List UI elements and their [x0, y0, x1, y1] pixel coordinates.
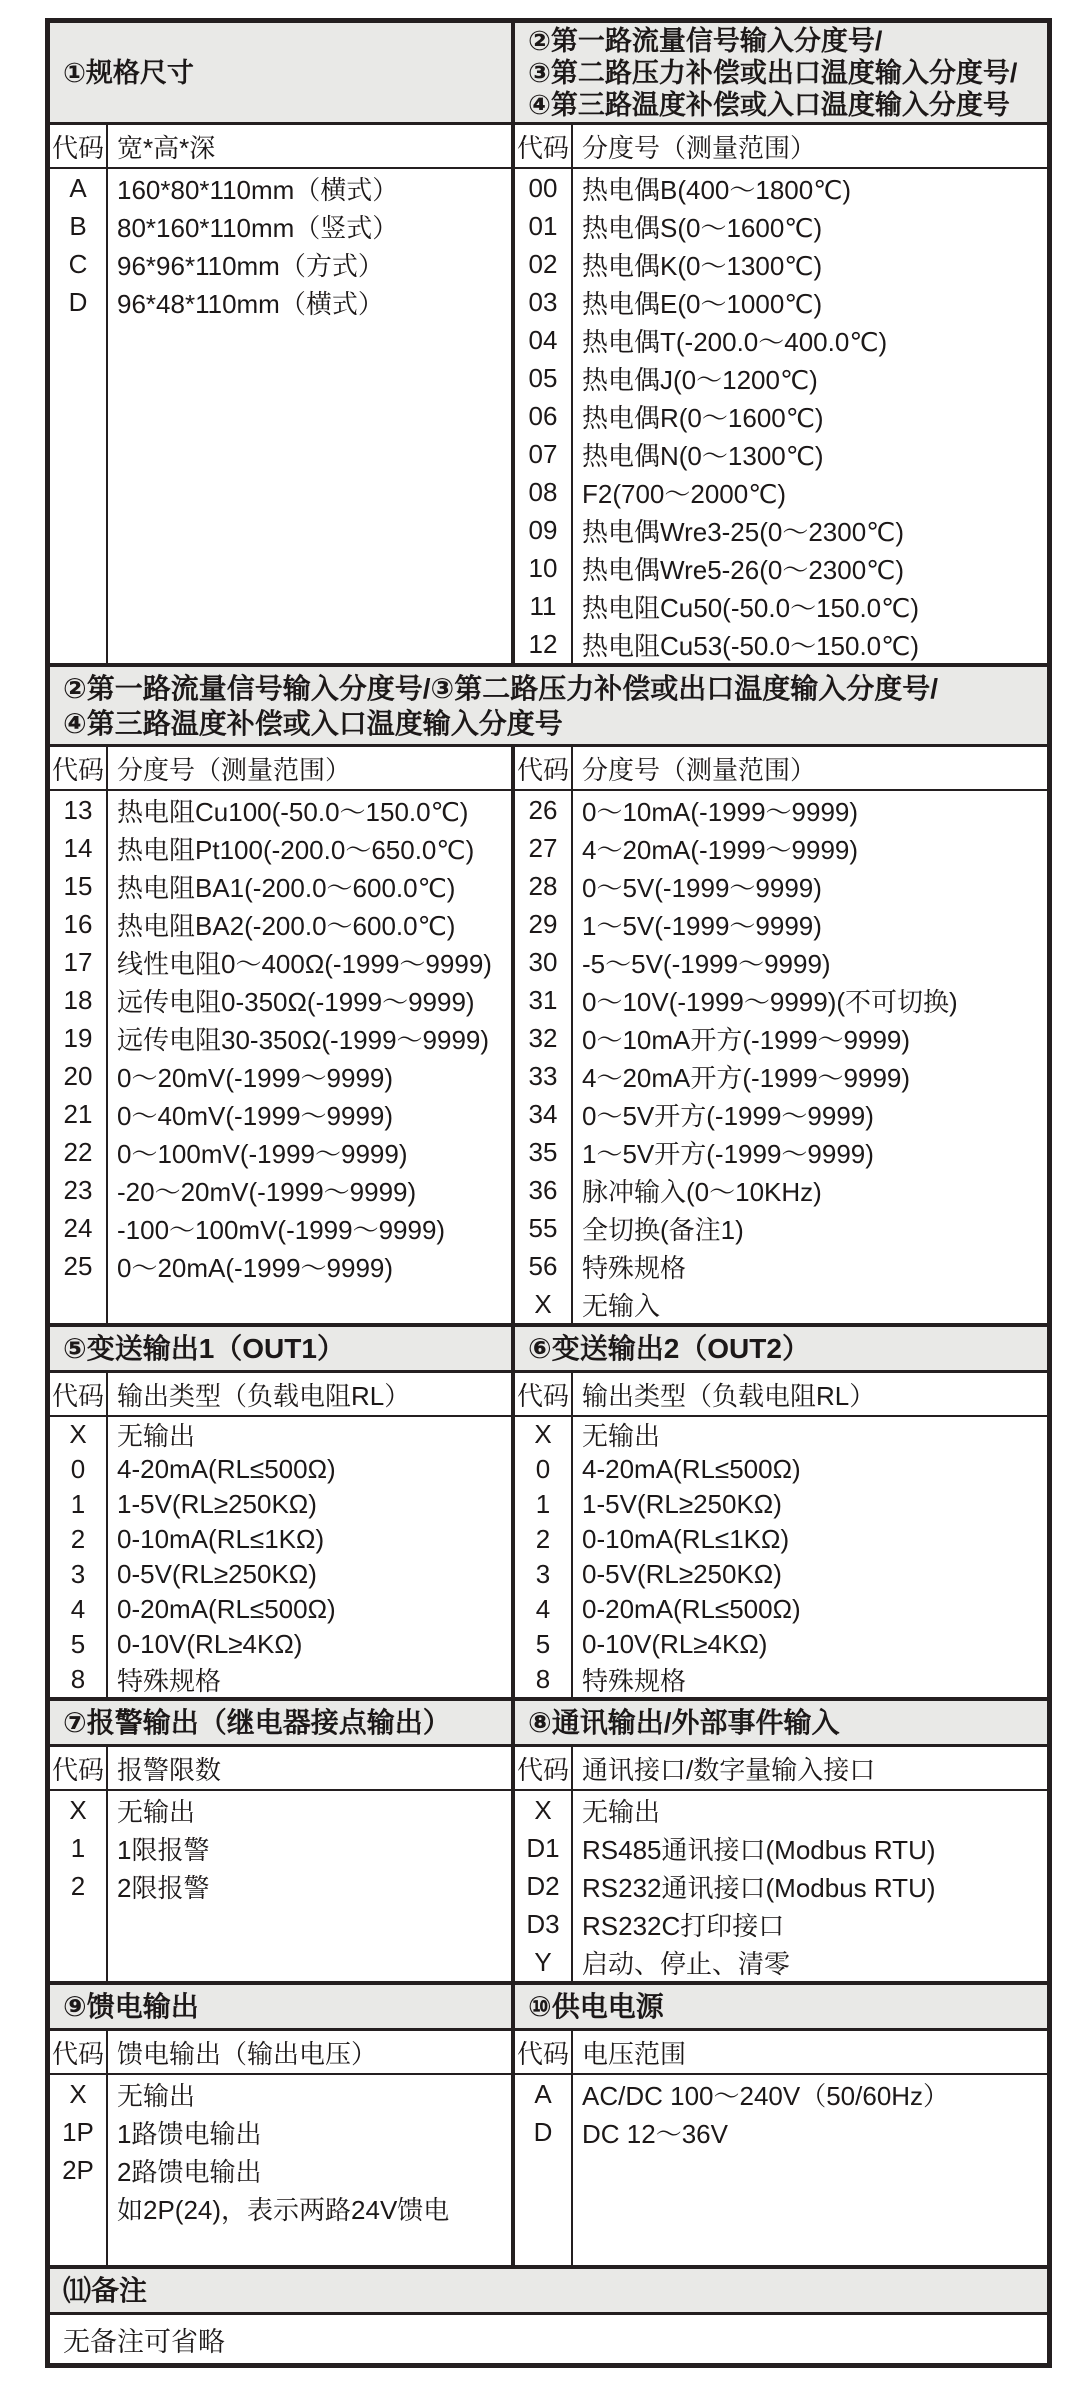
row-description: 1-5V(RL≥250KΩ)	[117, 1489, 317, 1519]
row-description: 远传电阻0-350Ω(-1999～9999)	[117, 986, 475, 1017]
description-column-header: 分度号（测量范围）	[117, 754, 352, 785]
row-code: D1	[526, 1832, 560, 1863]
row-description: DC 12～36V	[582, 2118, 728, 2149]
row-description: RS485通讯接口(Modbus RTU)	[582, 1834, 936, 1865]
code-column-header: 代码	[50, 125, 108, 167]
row-description: 无输出	[117, 2080, 196, 2111]
data-area	[50, 2075, 511, 2265]
row-description: 热电阻Cu100(-50.0～150.0℃)	[117, 796, 469, 827]
code-column	[515, 1417, 573, 1697]
description-column	[108, 1417, 511, 1697]
row-code: C	[68, 248, 88, 279]
row-description: 热电偶N(0～1300℃)	[582, 440, 824, 471]
row-code: 05	[528, 362, 558, 393]
section-band	[515, 1985, 1047, 2031]
section-band	[50, 667, 1047, 747]
row-code: 1P	[62, 2116, 94, 2147]
section-title-line: ②第一路流量信号输入分度号/③第二路压力补偿或出口温度输入分度号/	[63, 672, 938, 704]
column-header-row	[50, 1747, 511, 1791]
row-description: 0-10mA(RL≤1KΩ)	[582, 1524, 790, 1554]
row-code: 35	[528, 1136, 558, 1167]
row-description: 80*160*110mm（竖式）	[117, 212, 399, 243]
row-description: 0-20mA(RL≤500Ω)	[582, 1594, 801, 1624]
row-code: 33	[528, 1060, 558, 1091]
row-code: 19	[63, 1022, 93, 1053]
section-body	[50, 747, 1047, 1323]
row-code: X	[69, 1419, 87, 1449]
row-description: 特殊规格	[582, 1666, 687, 1696]
data-area	[50, 1417, 511, 1697]
description-column	[108, 2075, 511, 2265]
row-description: 0～20mV(-1999～9999)	[117, 1062, 394, 1093]
code-column-header: 代码	[50, 1373, 108, 1415]
section-block-7-8	[50, 1697, 1047, 1981]
row-description: 热电偶J(0～1200℃)	[582, 364, 818, 395]
description-column-header: 输出类型（负载电阻RL）	[117, 1380, 411, 1411]
row-description: 0-10V(RL≥4KΩ)	[582, 1629, 768, 1659]
row-code: 02	[528, 248, 558, 279]
description-column	[108, 791, 511, 1323]
row-description: 热电偶Wre3-25(0～2300℃)	[582, 516, 905, 547]
row-code: X	[69, 2078, 87, 2109]
row-description: 无输出	[582, 1421, 661, 1451]
row-description: -20～20mV(-1999～9999)	[117, 1176, 417, 1207]
section-band	[50, 23, 511, 125]
row-code: Y	[534, 1946, 552, 1977]
row-description: RS232C打印接口	[582, 1910, 785, 1941]
code-column	[515, 1791, 573, 1981]
row-code: D	[533, 2116, 553, 2147]
section-left-panel	[50, 23, 515, 663]
row-code: D3	[526, 1908, 560, 1939]
row-code: 34	[528, 1098, 558, 1129]
row-code: 1	[70, 1832, 86, 1863]
row-code: 00	[528, 172, 558, 203]
section-title-line: ⑥变送输出2（OUT2）	[528, 1332, 810, 1364]
row-code: 07	[528, 438, 558, 469]
row-code: 23	[63, 1174, 93, 1205]
data-area	[50, 169, 511, 663]
column-header-row	[515, 1747, 1047, 1791]
row-code: 2	[535, 1524, 551, 1554]
row-description: 1-5V(RL≥250KΩ)	[582, 1489, 782, 1519]
code-column-header: 代码	[515, 1373, 573, 1415]
row-code: 32	[528, 1022, 558, 1053]
row-code: B	[69, 210, 87, 241]
row-code: 56	[528, 1250, 558, 1281]
row-code: 0	[70, 1454, 86, 1484]
row-code: 16	[63, 908, 93, 939]
row-code: 0	[535, 1454, 551, 1484]
row-code: 8	[535, 1664, 551, 1694]
row-description: 0-10mA(RL≤1KΩ)	[117, 1524, 325, 1554]
row-code: 1	[535, 1489, 551, 1519]
description-column-header: 通讯接口/数字量输入接口	[582, 1754, 876, 1785]
row-code: 17	[63, 946, 93, 977]
row-description: 热电阻BA1(-200.0～600.0℃)	[117, 872, 456, 903]
row-description: 热电偶K(0～1300℃)	[582, 250, 823, 281]
row-code: 21	[63, 1098, 93, 1129]
row-description: 无输出	[582, 1796, 661, 1827]
row-code: 28	[528, 870, 558, 901]
row-description: 0-5V(RL≥250KΩ)	[582, 1559, 782, 1589]
row-description: 0～10mA(-1999～9999)	[582, 796, 859, 827]
row-description: 热电阻Cu50(-50.0～150.0℃)	[582, 592, 919, 623]
row-description: 热电阻Cu53(-50.0～150.0℃)	[582, 630, 919, 661]
description-column	[573, 1417, 1047, 1697]
section-block-11	[50, 2265, 1047, 2363]
section-title-line: ③第二路压力补偿或出口温度输入分度号/	[528, 57, 1018, 88]
code-column	[50, 1791, 108, 1981]
code-column-header: 代码	[50, 747, 108, 789]
row-code: 09	[528, 514, 558, 545]
code-column	[50, 2075, 108, 2265]
section-title-line: ②第一路流量信号输入分度号/	[528, 25, 883, 56]
code-column-header: 代码	[515, 2031, 573, 2073]
row-code: 29	[528, 908, 558, 939]
row-description: 0～10V(-1999～9999)(不可切换)	[582, 986, 958, 1017]
row-description: -5～5V(-1999～9999)	[582, 948, 831, 979]
section-title-line: ⑨馈电输出	[63, 1990, 199, 2022]
row-code: 55	[528, 1212, 558, 1243]
row-description: 启动、停止、清零	[582, 1948, 791, 1979]
section-title-line: ④第三路温度补偿或入口温度输入分度号	[528, 89, 1010, 120]
description-column	[108, 169, 511, 663]
data-area	[515, 2075, 1047, 2265]
row-description: 1～5V(-1999～9999)	[582, 910, 822, 941]
row-description: 无输出	[117, 1796, 196, 1827]
data-area	[50, 1791, 511, 1981]
row-code: X	[69, 1794, 87, 1825]
row-code: X	[534, 1419, 552, 1449]
row-code: 15	[63, 870, 93, 901]
code-column-header: 代码	[50, 1747, 108, 1789]
code-column-header: 代码	[515, 125, 573, 167]
row-code: 13	[63, 794, 93, 825]
row-code: X	[534, 1288, 552, 1319]
row-description: 远传电阻30-350Ω(-1999～9999)	[117, 1024, 490, 1055]
row-description: 热电偶S(0～1600℃)	[582, 212, 823, 243]
row-code: 3	[70, 1559, 86, 1589]
row-description: 0-10V(RL≥4KΩ)	[117, 1629, 303, 1659]
row-description: 0-5V(RL≥250KΩ)	[117, 1559, 317, 1589]
description-column-header: 分度号（测量范围）	[582, 132, 817, 163]
row-description: F2(700～2000℃)	[582, 478, 787, 509]
row-description: 线性电阻0～400Ω(-1999～9999)	[117, 948, 492, 979]
column-header-row	[50, 1373, 511, 1417]
section-left-panel	[50, 747, 515, 1323]
row-description: 无输入	[582, 1290, 661, 1321]
row-code: 2	[70, 1870, 86, 1901]
description-column	[573, 169, 1047, 663]
row-description: 96*48*110mm（横式）	[117, 288, 384, 319]
section-block-2-4	[50, 663, 1047, 1323]
section-band	[50, 1701, 511, 1747]
row-code: 8	[70, 1664, 86, 1694]
row-code: 4	[70, 1594, 86, 1624]
row-description: 160*80*110mm（横式）	[117, 174, 399, 205]
remark-text: 无备注可省略	[63, 2326, 225, 2357]
row-code: 26	[528, 794, 558, 825]
section-right-panel	[515, 1327, 1047, 1697]
row-description: 无输出	[117, 1421, 196, 1451]
row-code: 1	[70, 1489, 86, 1519]
row-code: D2	[526, 1870, 560, 1901]
row-description: 特殊规格	[117, 1666, 222, 1696]
section-title-line: ⑾备注	[63, 2274, 148, 2306]
description-column-header: 宽*高*深	[117, 132, 216, 163]
section-left-panel	[50, 1327, 515, 1697]
row-description: 2路馈电输出	[117, 2156, 262, 2187]
section-title-line: ⑩供电电源	[528, 1990, 664, 2022]
section-block-1	[50, 23, 1047, 663]
description-column-header: 报警限数	[117, 1754, 222, 1785]
data-area	[515, 791, 1047, 1323]
row-description: 1路馈电输出	[117, 2118, 262, 2149]
section-left-panel	[50, 1985, 515, 2265]
row-description: 96*96*110mm（方式）	[117, 250, 384, 281]
section-title-line: ⑧通讯输出/外部事件输入	[528, 1706, 840, 1738]
row-description: AC/DC 100～240V（50/60Hz）	[582, 2080, 950, 2111]
row-description: 特殊规格	[582, 1252, 687, 1283]
description-column	[573, 791, 1047, 1323]
data-area	[50, 791, 511, 1323]
row-description: 如2P(24)，表示两路24V馈电	[117, 2194, 450, 2225]
section-band	[50, 1327, 511, 1373]
model-selection-table	[45, 18, 1052, 2368]
row-description: 热电偶B(400～1800℃)	[582, 174, 852, 205]
description-column	[573, 2075, 1047, 2265]
section-right-panel	[515, 1985, 1047, 2265]
column-header-row	[515, 2031, 1047, 2075]
row-code: 11	[529, 590, 557, 621]
column-header-row	[515, 747, 1047, 791]
row-description: 热电阻BA2(-200.0～600.0℃)	[117, 910, 456, 941]
row-code: 4	[535, 1594, 551, 1624]
row-code: 01	[528, 210, 558, 241]
section-band	[515, 1327, 1047, 1373]
row-description: 热电偶E(0～1000℃)	[582, 288, 823, 319]
section-block-5-6	[50, 1323, 1047, 1697]
row-code: 20	[63, 1060, 93, 1091]
section-left-panel	[50, 1701, 515, 1981]
row-code: 36	[528, 1174, 558, 1205]
row-description: 4-20mA(RL≤500Ω)	[117, 1454, 336, 1484]
section-title-line: ⑦报警输出（继电器接点输出）	[63, 1706, 451, 1738]
description-column-header: 输出类型（负载电阻RL）	[582, 1380, 876, 1411]
code-column-header: 代码	[515, 747, 573, 789]
row-description: 全切换(备注1)	[582, 1214, 744, 1245]
row-code: 5	[535, 1629, 551, 1659]
row-code: 03	[528, 286, 558, 317]
description-column-header: 电压范围	[582, 2038, 687, 2069]
row-code: 08	[528, 476, 558, 507]
column-header-row	[50, 747, 511, 791]
row-description: 1限报警	[117, 1834, 210, 1865]
row-code: 12	[528, 628, 558, 659]
row-description: 0～40mV(-1999～9999)	[117, 1100, 394, 1131]
row-description: 4-20mA(RL≤500Ω)	[582, 1454, 801, 1484]
row-code: 31	[528, 984, 558, 1015]
section-band	[50, 2269, 1047, 2315]
row-code	[50, 2189, 106, 2227]
code-column-header: 代码	[50, 2031, 108, 2073]
description-column	[573, 1791, 1047, 1981]
section-title-line: ⑤变送输出1（OUT1）	[63, 1332, 345, 1364]
code-column	[515, 791, 573, 1323]
row-description: 热电偶Wre5-26(0～2300℃)	[582, 554, 905, 585]
description-column-header: 分度号（测量范围）	[582, 754, 817, 785]
code-column	[50, 1417, 108, 1697]
row-description: 2限报警	[117, 1872, 210, 1903]
row-code: 24	[63, 1212, 93, 1243]
row-code: 10	[528, 552, 558, 583]
section-block-9-10	[50, 1981, 1047, 2265]
column-header-row	[515, 1373, 1047, 1417]
row-code: 04	[528, 324, 558, 355]
row-description: 0～20mA(-1999～9999)	[117, 1252, 394, 1283]
row-description: 0～5V(-1999～9999)	[582, 872, 822, 903]
row-description: RS232通讯接口(Modbus RTU)	[582, 1872, 936, 1903]
row-code: 2P	[62, 2154, 94, 2185]
row-description: 1～5V开方(-1999～9999)	[582, 1138, 874, 1169]
column-header-row	[50, 2031, 511, 2075]
row-code: 2	[70, 1524, 86, 1554]
row-description: 热电阻Pt100(-200.0～650.0℃)	[117, 834, 475, 865]
section-title-line: ①规格尺寸	[63, 57, 194, 88]
row-description: 4～20mA(-1999～9999)	[582, 834, 859, 865]
code-column	[515, 2075, 573, 2265]
section-band	[515, 1701, 1047, 1747]
section-right-panel	[515, 1701, 1047, 1981]
row-code: 22	[63, 1136, 93, 1167]
column-header-row	[515, 125, 1047, 169]
row-code: 14	[63, 832, 93, 863]
row-description: 0-20mA(RL≤500Ω)	[117, 1594, 336, 1624]
row-code: 5	[70, 1629, 86, 1659]
code-column-header: 代码	[515, 1747, 573, 1789]
code-column	[515, 169, 573, 663]
row-description: 脉冲输入(0～10KHz)	[582, 1176, 822, 1207]
row-description: 0～100mV(-1999～9999)	[117, 1138, 408, 1169]
section-band	[50, 1985, 511, 2031]
row-description: 0～10mA开方(-1999～9999)	[582, 1024, 911, 1055]
row-description: -100～100mV(-1999～9999)	[117, 1214, 446, 1245]
row-description: 0～5V开方(-1999～9999)	[582, 1100, 874, 1131]
row-code: A	[69, 172, 87, 203]
row-description: 4～20mA开方(-1999～9999)	[582, 1062, 911, 1093]
row-code: X	[534, 1794, 552, 1825]
code-column	[50, 169, 108, 663]
description-column-header: 馈电输出（输出电压）	[117, 2038, 378, 2069]
section-band	[515, 23, 1047, 125]
row-code: 27	[528, 832, 558, 863]
data-area	[515, 169, 1047, 663]
row-code: 30	[528, 946, 558, 977]
row-code: D	[68, 286, 88, 317]
row-code: 06	[528, 400, 558, 431]
row-description: 热电偶R(0～1600℃)	[582, 402, 824, 433]
row-description: 热电偶T(-200.0～400.0℃)	[582, 326, 888, 357]
row-code: A	[534, 2078, 552, 2109]
column-header-row	[50, 125, 511, 169]
sheet	[45, 18, 1052, 2368]
row-code: 18	[63, 984, 93, 1015]
data-area	[515, 1791, 1047, 1981]
row-code: 25	[63, 1250, 93, 1281]
data-area	[515, 1417, 1047, 1697]
section-right-panel	[515, 747, 1047, 1323]
section-right-panel	[515, 23, 1047, 663]
row-code: 3	[535, 1559, 551, 1589]
section-title-line: ④第三路温度补偿或入口温度输入分度号	[63, 707, 563, 739]
description-column	[108, 1791, 511, 1981]
code-column	[50, 791, 108, 1323]
